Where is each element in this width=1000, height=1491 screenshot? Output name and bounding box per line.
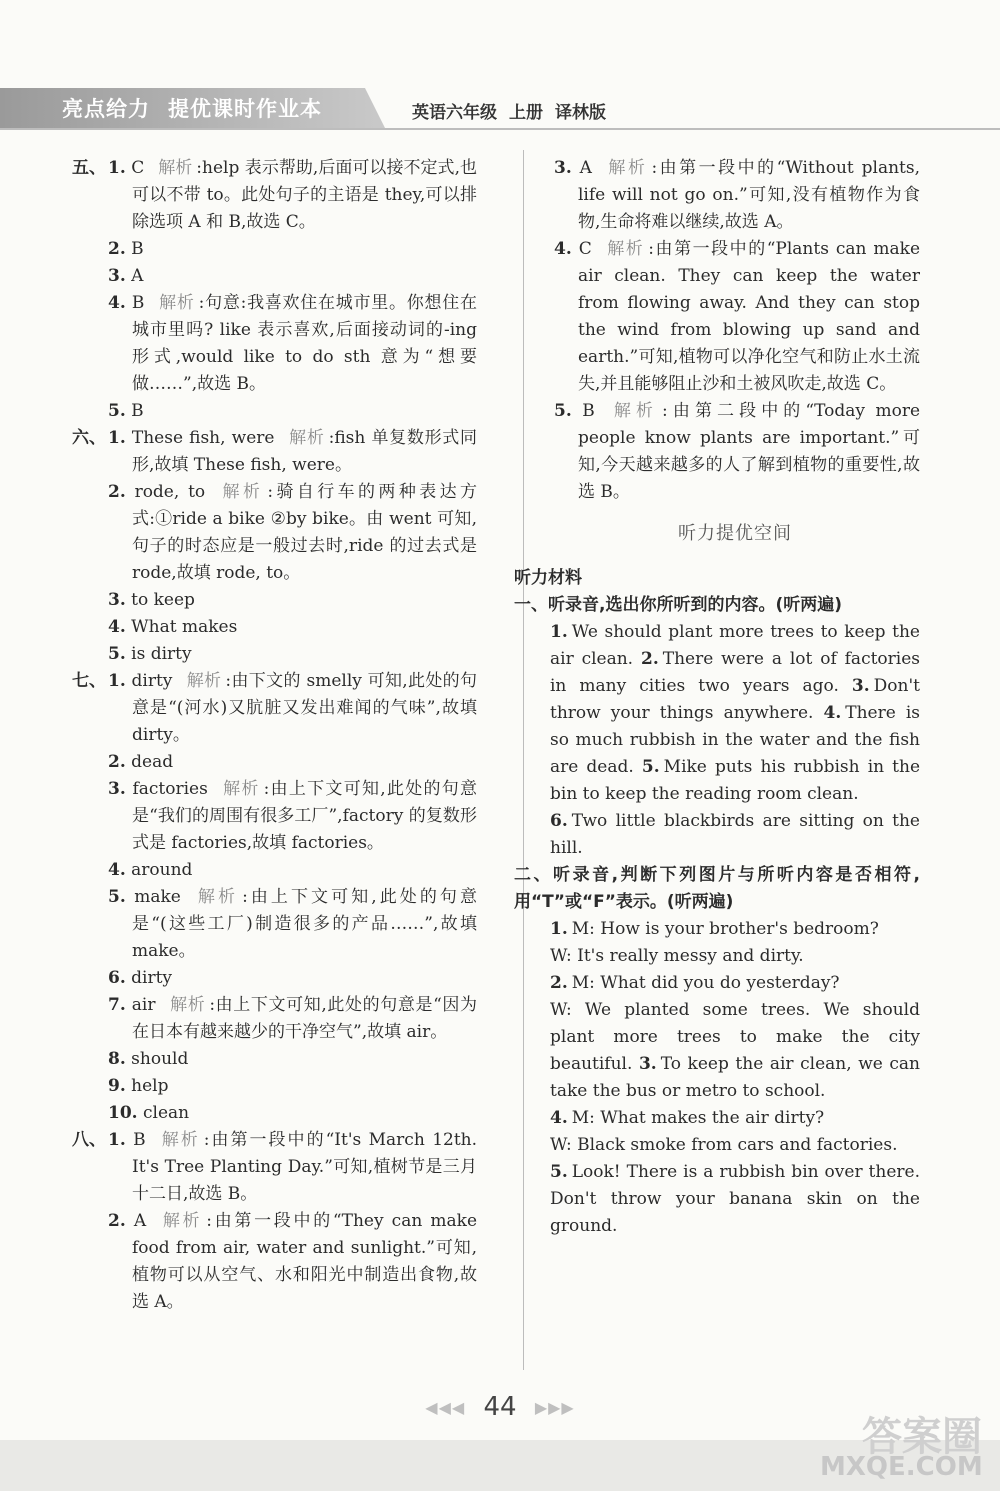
answer-text: B xyxy=(131,293,145,313)
transcript-line xyxy=(550,1132,920,1159)
analysis-label: 解析 xyxy=(605,239,645,259)
analysis-text: :fish 单复数形式同形,故填 These fish, were。 xyxy=(132,428,478,475)
transcript-line xyxy=(550,997,920,1105)
right-column xyxy=(514,155,921,1240)
item-number: 8. xyxy=(108,1049,126,1069)
part1-heading: 一、听录音,选出你所听到的内容。(听两遍) xyxy=(514,595,842,615)
answer-text: rode, to xyxy=(134,482,206,502)
answer-text: should xyxy=(131,1049,189,1069)
transcript-line xyxy=(550,1159,920,1240)
sentence-number: 5. xyxy=(641,757,660,777)
answer-item xyxy=(72,155,477,236)
header-book-info xyxy=(412,98,618,123)
listening-section-title xyxy=(550,520,920,547)
watermark-logo: 答案圈 xyxy=(862,1414,982,1460)
analysis-text: :由上下文可知,此处的句意是“我们的周围有很多工厂”,factory 的复数形式是 factories,故填 factories。 xyxy=(132,779,478,853)
left-column xyxy=(72,155,477,1316)
line-text: M: How is your brother's bedroom? xyxy=(571,919,879,939)
sentence-number: 3. xyxy=(851,676,870,696)
sentence-number: 4. xyxy=(823,703,842,723)
sentence-number: 6. xyxy=(550,811,568,831)
sentence-number: 2. xyxy=(640,649,659,669)
answer-text: factories xyxy=(132,779,208,799)
brand-name: 亮点给力 xyxy=(62,97,150,121)
item-number: 10. xyxy=(108,1103,138,1123)
answer-text: B xyxy=(131,239,144,259)
item-number: 1. xyxy=(108,428,126,448)
item-number: 5. xyxy=(554,401,572,421)
next-arrows-icon: ▶▶▶ xyxy=(534,1398,575,1417)
page-number: 44 xyxy=(483,1392,517,1422)
answer-item xyxy=(72,965,477,992)
section-label: 五、 xyxy=(72,158,106,178)
answer-item xyxy=(72,290,477,398)
item-number: 4. xyxy=(554,239,572,259)
analysis-label: 解析 xyxy=(194,887,239,907)
answer-item xyxy=(72,1046,477,1073)
answer-item xyxy=(72,1073,477,1100)
answer-item xyxy=(72,1127,477,1208)
analysis-text: :help 表示帮助,后面可以接不定式,也可以不带 to。此处句子的主语是 they,可以排除选项 A 和 B,故选 C。 xyxy=(132,158,477,232)
answer-item xyxy=(550,398,920,506)
answer-item xyxy=(72,614,477,641)
grade: 英语六年级 xyxy=(412,103,497,123)
analysis-label: 解析 xyxy=(221,779,260,799)
item-number: 5. xyxy=(108,401,126,421)
line-number: 2. xyxy=(550,973,568,993)
answer-text: to keep xyxy=(131,590,195,610)
answer-item xyxy=(72,236,477,263)
prev-arrows-icon: ◀◀◀ xyxy=(425,1398,466,1417)
part1-transcript xyxy=(550,619,920,862)
item-number: 3. xyxy=(108,779,126,799)
answer-text: A xyxy=(133,1211,147,1231)
sentence-number: 1. xyxy=(550,622,568,642)
item-number: 9. xyxy=(108,1076,126,1096)
answer-text: air xyxy=(131,995,156,1015)
answer-text: make xyxy=(134,887,181,907)
line-text: W: Black smoke from cars and factories. xyxy=(550,1135,898,1155)
page-number-bar xyxy=(0,1392,1000,1422)
section-title: 听力提优空间 xyxy=(678,523,792,544)
answer-item xyxy=(72,587,477,614)
item-number: 2. xyxy=(108,482,126,502)
item-number: 7. xyxy=(108,995,126,1015)
sentence-text: Don't throw your things anywhere. xyxy=(550,676,920,723)
line-text: M: What makes the air dirty? xyxy=(571,1108,825,1128)
analysis-label: 解析 xyxy=(288,428,325,448)
line-number: 4. xyxy=(550,1108,568,1128)
item-number: 2. xyxy=(108,239,126,259)
transcript-line xyxy=(550,916,920,943)
page-header xyxy=(0,0,1000,150)
answer-item xyxy=(72,857,477,884)
answer-item xyxy=(72,425,477,479)
analysis-label: 解析 xyxy=(160,1211,203,1231)
item-number: 3. xyxy=(554,158,572,178)
sentence-text: There were a lot of factories in many cities two years ago. xyxy=(550,649,921,696)
answer-item xyxy=(72,1208,477,1316)
line-number: 1. xyxy=(550,919,568,939)
item-number: 1. xyxy=(108,158,126,178)
answer-text: B xyxy=(582,401,595,421)
item-number: 3. xyxy=(108,266,126,286)
sentence-text: We should plant more trees to keep the air clean. xyxy=(550,622,920,669)
answer-item xyxy=(72,263,477,290)
sentence-text: There is so much rubbish in the water and the fish are dead. xyxy=(550,703,921,777)
item-number: 2. xyxy=(108,752,126,772)
column-divider xyxy=(523,150,524,1370)
item-number: 4. xyxy=(108,293,126,313)
item-number: 4. xyxy=(108,617,126,637)
analysis-text: :由上下文可知,此处的句意是“(这些工厂)制造很多的产品……”,故填 make。 xyxy=(132,887,478,961)
header-brand xyxy=(62,93,340,123)
answer-item xyxy=(72,992,477,1046)
answer-text: C xyxy=(131,158,145,178)
line-text: W: It's really messy and dirty. xyxy=(550,946,804,966)
transcript-line xyxy=(550,970,920,997)
item-number: 5. xyxy=(108,644,126,664)
section-label: 七、 xyxy=(72,671,106,691)
section-label: 八、 xyxy=(72,1130,106,1150)
answer-text: clean xyxy=(142,1103,190,1123)
transcript-line xyxy=(550,943,920,970)
listening-material-title: 听力材料 xyxy=(514,568,582,588)
section-label: 六、 xyxy=(72,428,106,448)
answer-item xyxy=(72,884,477,965)
answer-item xyxy=(550,236,920,398)
answer-text: dirty xyxy=(131,671,173,691)
analysis-label: 解析 xyxy=(605,158,648,178)
line-number: 5. xyxy=(550,1162,568,1182)
watermark-url: MXQE.COM xyxy=(820,1452,983,1482)
answer-text: These fish, were xyxy=(131,428,275,448)
analysis-text: :由下文的 smelly 可知,此处的句意是“(河水)又肮脏又发出难闻的气味”,故填 dirty。 xyxy=(132,671,478,745)
answer-text: C xyxy=(578,239,592,259)
line-number: 3. xyxy=(638,1054,657,1074)
analysis-text: :骑自行车的两种表达方式:①ride a bike ②by bike。由 went 可知,句子的时态应是一般过去时,ride 的过去式是 rode,故填 rode, to。 xyxy=(132,482,478,583)
analysis-label: 解析 xyxy=(608,401,659,421)
answer-text: B xyxy=(133,1130,146,1150)
part2-heading: 二、听录音,判断下列图片与所听内容是否相符,用“T”或“F”表示。(听两遍) xyxy=(514,865,920,912)
item-number: 6. xyxy=(108,968,126,988)
answer-text: around xyxy=(131,860,193,880)
analysis-label: 解析 xyxy=(169,995,206,1015)
answer-item xyxy=(72,398,477,425)
line-text: Look! There is a rubbish bin over there. Don't throw your banana skin on the ground. xyxy=(550,1162,920,1236)
item-number: 5. xyxy=(108,887,126,907)
answer-item xyxy=(72,668,477,749)
sentence-text: Mike puts his rubbish in the bin to keep the reading room clean. xyxy=(550,757,921,804)
analysis-text: :由上下文可知,此处的句意是“因为在日本有越来越少的干净空气”,故填 air。 xyxy=(132,995,478,1042)
answer-text: dirty xyxy=(131,968,173,988)
series-name: 提优课时作业本 xyxy=(168,97,322,121)
answer-text: B xyxy=(131,401,144,421)
line-text: To keep the air clean, we can take the bus or metro to school. xyxy=(550,1054,920,1101)
answer-item xyxy=(72,641,477,668)
analysis-label: 解析 xyxy=(159,1130,200,1150)
answer-item xyxy=(72,1100,477,1127)
answer-text: A xyxy=(131,266,144,286)
header-rule xyxy=(0,128,1000,130)
item-number: 1. xyxy=(108,671,126,691)
answer-text: dead xyxy=(131,752,174,772)
transcript-line xyxy=(550,1105,920,1132)
answer-item xyxy=(72,479,477,587)
analysis-text: :由第一段中的“Plants can make air clean. They can keep the water from flowing away. And they can stop the wind from blowing up sand and earth.”可知,植物可以净化空气和防止水土流失,并且能够阻止沙和土被风吹走,故选 C。 xyxy=(578,239,921,394)
analysis-text: :由第一段中的“Without plants, life will not go on.”可知,没有植物作为食物,生命将难以继续,故选 A。 xyxy=(578,158,921,232)
analysis-text: :句意:我喜欢住在城市里。你想住在城市里吗? like 表示喜欢,后面接动词的-ing 形式,would like to do sth 意为“想要做……”,故选 B。 xyxy=(132,293,477,394)
answer-item xyxy=(72,776,477,857)
item-number: 2. xyxy=(108,1211,126,1231)
answer-item xyxy=(550,155,920,236)
item-number: 4. xyxy=(108,860,126,880)
item-number: 1. xyxy=(108,1130,126,1150)
analysis-label: 解析 xyxy=(186,671,222,691)
line-text: W: We planted some trees. We should plant more trees to make the city beautiful. xyxy=(550,1000,920,1074)
answer-text: A xyxy=(579,158,592,178)
analysis-text: :由第一段中的“It's March 12th. It's Tree Planting Day.”可知,植树节是三月十二日,故选 B。 xyxy=(132,1130,478,1204)
line-text: M: What did you do yesterday? xyxy=(571,973,840,993)
analysis-text: :由第一段中的“They can make food from air, water and sunlight.”可知,植物可以从空气、水和阳光中制造出食物,故选 A。 xyxy=(132,1211,478,1312)
answer-item xyxy=(72,749,477,776)
part2-transcript xyxy=(550,916,920,1240)
answer-text: What makes xyxy=(131,617,238,637)
edition: 译林版 xyxy=(555,103,606,123)
analysis-label: 解析 xyxy=(158,158,193,178)
term: 上册 xyxy=(509,103,543,123)
answer-text: is dirty xyxy=(131,644,192,664)
sentence-text: Two little blackbirds are sitting on the hill. xyxy=(550,811,920,858)
analysis-label: 解析 xyxy=(219,482,264,502)
answer-text: help xyxy=(131,1076,169,1096)
item-number: 3. xyxy=(108,590,126,610)
analysis-label: 解析 xyxy=(158,293,195,313)
analysis-text: :由第二段中的“Today more people know plants are important.”可知,今天越来越多的人了解到植物的重要性,故选 B。 xyxy=(578,401,920,502)
